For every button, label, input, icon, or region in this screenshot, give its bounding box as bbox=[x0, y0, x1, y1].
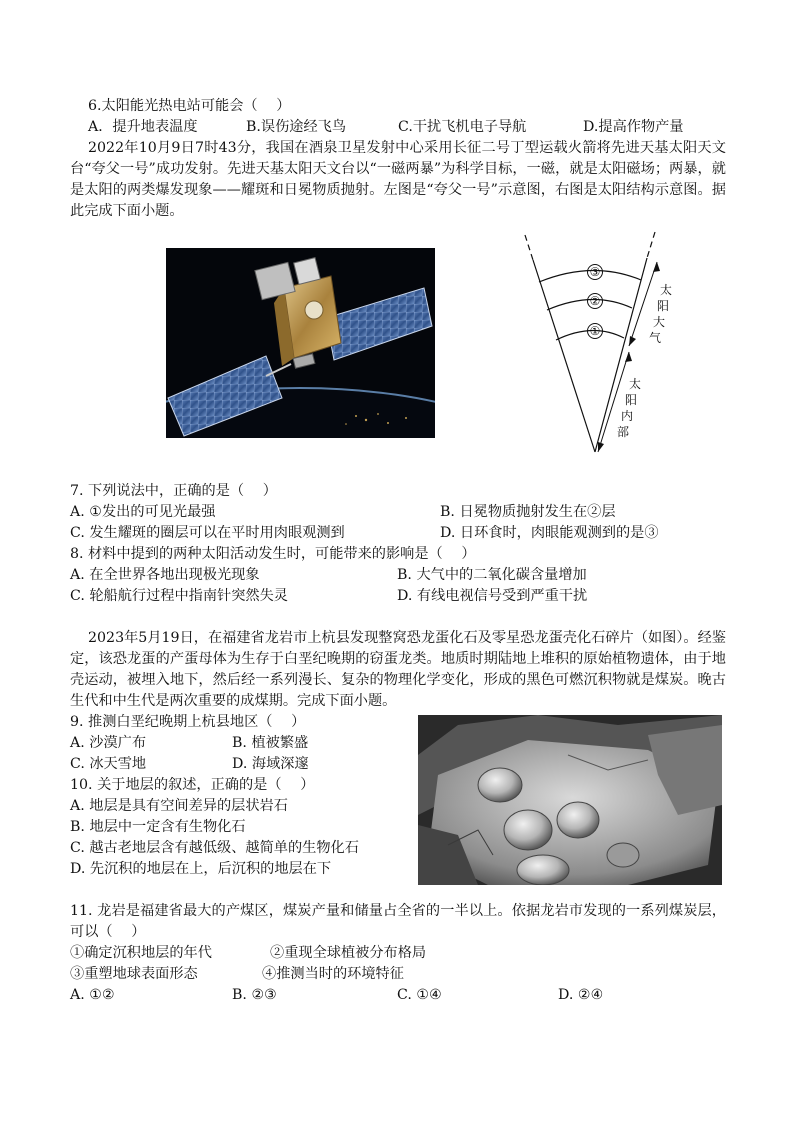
q7-stem: 7. 下列说法中，正确的是（ ） bbox=[70, 483, 277, 499]
q11-option-c: C. ①④ bbox=[397, 987, 442, 1003]
q11-statement-2: ②重现全球植被分布格局 bbox=[270, 945, 427, 961]
q8-option-d: D. 有线电视信号受到严重干扰 bbox=[397, 588, 588, 604]
atmosphere-char-3: 大 bbox=[653, 315, 666, 329]
q8-stem: 8. 材料中提到的两种太阳活动发生时，可能带来的影响是（ ） bbox=[70, 546, 476, 562]
layer-1-label: ① bbox=[589, 324, 601, 338]
interior-char-1: 太 bbox=[629, 377, 642, 391]
layer-3-label: ③ bbox=[589, 265, 601, 279]
q6-stem: 6.太阳能光热电站可能会（ ） bbox=[88, 98, 291, 114]
q11-statement-4: ④推测当时的环境特征 bbox=[262, 966, 404, 982]
passage-dinosaur-eggs: 2023年5月19日，在福建省龙岩市上杭县发现整窝恐龙蛋化石及零星恐龙蛋壳化石碎片（如图）。经鉴定，该恐龙蛋的产蛋母体为生存于白垩纪晚期的窃蛋龙类。地质时期陆地上堆积的原始植物遗体，由于地壳运动，被埋入地下，然后经一系列漫长、复杂的物理化学变化，形成的黑色可燃沉积物就是煤炭。晚古生代和中生代是两次重要的成煤期。完成下面小题。 bbox=[70, 630, 726, 709]
q11-option-d: D. ②④ bbox=[558, 987, 604, 1003]
atmosphere-char-4: 气 bbox=[649, 331, 662, 345]
q11-stem: 11. 龙岩是福建省最大的产煤区，煤炭产量和储量占全省的一半以上。依据龙岩市发现的一系列煤炭层，可以（ ） bbox=[70, 903, 726, 940]
q11-statement-1: ①确定沉积地层的年代 bbox=[70, 945, 212, 961]
q9-stem: 9. 推测白垩纪晚期上杭县地区（ ） bbox=[70, 714, 306, 730]
q7-option-d: D. 日环食时，肉眼能观测到的是③ bbox=[440, 525, 659, 541]
q10-option-b: B. 地层中一定含有生物化石 bbox=[70, 819, 246, 835]
q9-option-d: D. 海域深邃 bbox=[232, 756, 309, 772]
q10-option-c: C. 越古老地层含有越低级、越简单的生物化石 bbox=[70, 840, 359, 856]
passage-kuafu: 2022年10月9日7时43分，我国在酒泉卫星发射中心采用长征二号丁型运载火箭将先进天基太阳天文台“夸父一号”成功发射。先进天基太阳天文台以“一磁两暴”为科学目标，一磁，就是太阳磁场；两暴，就是太阳的两类爆发现象——耀斑和日冕物质抛射。左图是“夸父一号”示意图，右图是太阳结构示意图。据此完成下面小题。 bbox=[70, 140, 726, 219]
q8-option-c: C. 轮船航行过程中指南针突然失灵 bbox=[70, 588, 288, 604]
q8-option-b: B. 大气中的二氧化碳含量增加 bbox=[397, 567, 587, 583]
q6-option-d: D.提高作物产量 bbox=[583, 119, 684, 135]
q6-option-b: B.误伤途经飞鸟 bbox=[246, 119, 347, 135]
q9-option-b: B. 植被繁盛 bbox=[232, 735, 309, 751]
q10-option-d: D. 先沉积的地层在上，后沉积的地层在下 bbox=[70, 861, 332, 877]
q7-option-c: C. 发生耀斑的圈层可以在平时用肉眼观测到 bbox=[70, 525, 345, 541]
q11-option-b: B. ②③ bbox=[232, 987, 277, 1003]
q11-statement-3: ③重塑地球表面形态 bbox=[70, 966, 198, 982]
q9-option-a: A. 沙漠广布 bbox=[70, 735, 147, 751]
dinosaur-egg-fossil-photo bbox=[418, 715, 722, 885]
q7-option-a: A. ①发出的可见光最强 bbox=[70, 504, 216, 520]
satellite-photo bbox=[166, 248, 435, 438]
atmosphere-char-1: 太 bbox=[660, 283, 673, 297]
interior-char-4: 部 bbox=[617, 425, 630, 439]
q7-option-b: B. 日冕物质抛射发生在②层 bbox=[440, 504, 616, 520]
q6-option-c: C.干扰飞机电子导航 bbox=[398, 119, 527, 135]
layer-2-label: ② bbox=[589, 294, 601, 308]
q10-stem: 10. 关于地层的叙述，正确的是（ ） bbox=[70, 777, 315, 793]
atmosphere-char-2: 阳 bbox=[657, 299, 670, 313]
interior-char-2: 阳 bbox=[625, 393, 638, 407]
q8-option-a: A. 在全世界各地出现极光现象 bbox=[70, 567, 260, 583]
q9-option-c: C. 冰天雪地 bbox=[70, 756, 147, 772]
q10-option-a: A. 地层是具有空间差异的层状岩石 bbox=[70, 798, 288, 814]
solar-structure-diagram bbox=[505, 230, 685, 460]
q6-option-a: A．提升地表温度 bbox=[88, 119, 198, 135]
interior-char-3: 内 bbox=[621, 409, 634, 423]
q11-option-a: A. ①② bbox=[70, 987, 115, 1003]
